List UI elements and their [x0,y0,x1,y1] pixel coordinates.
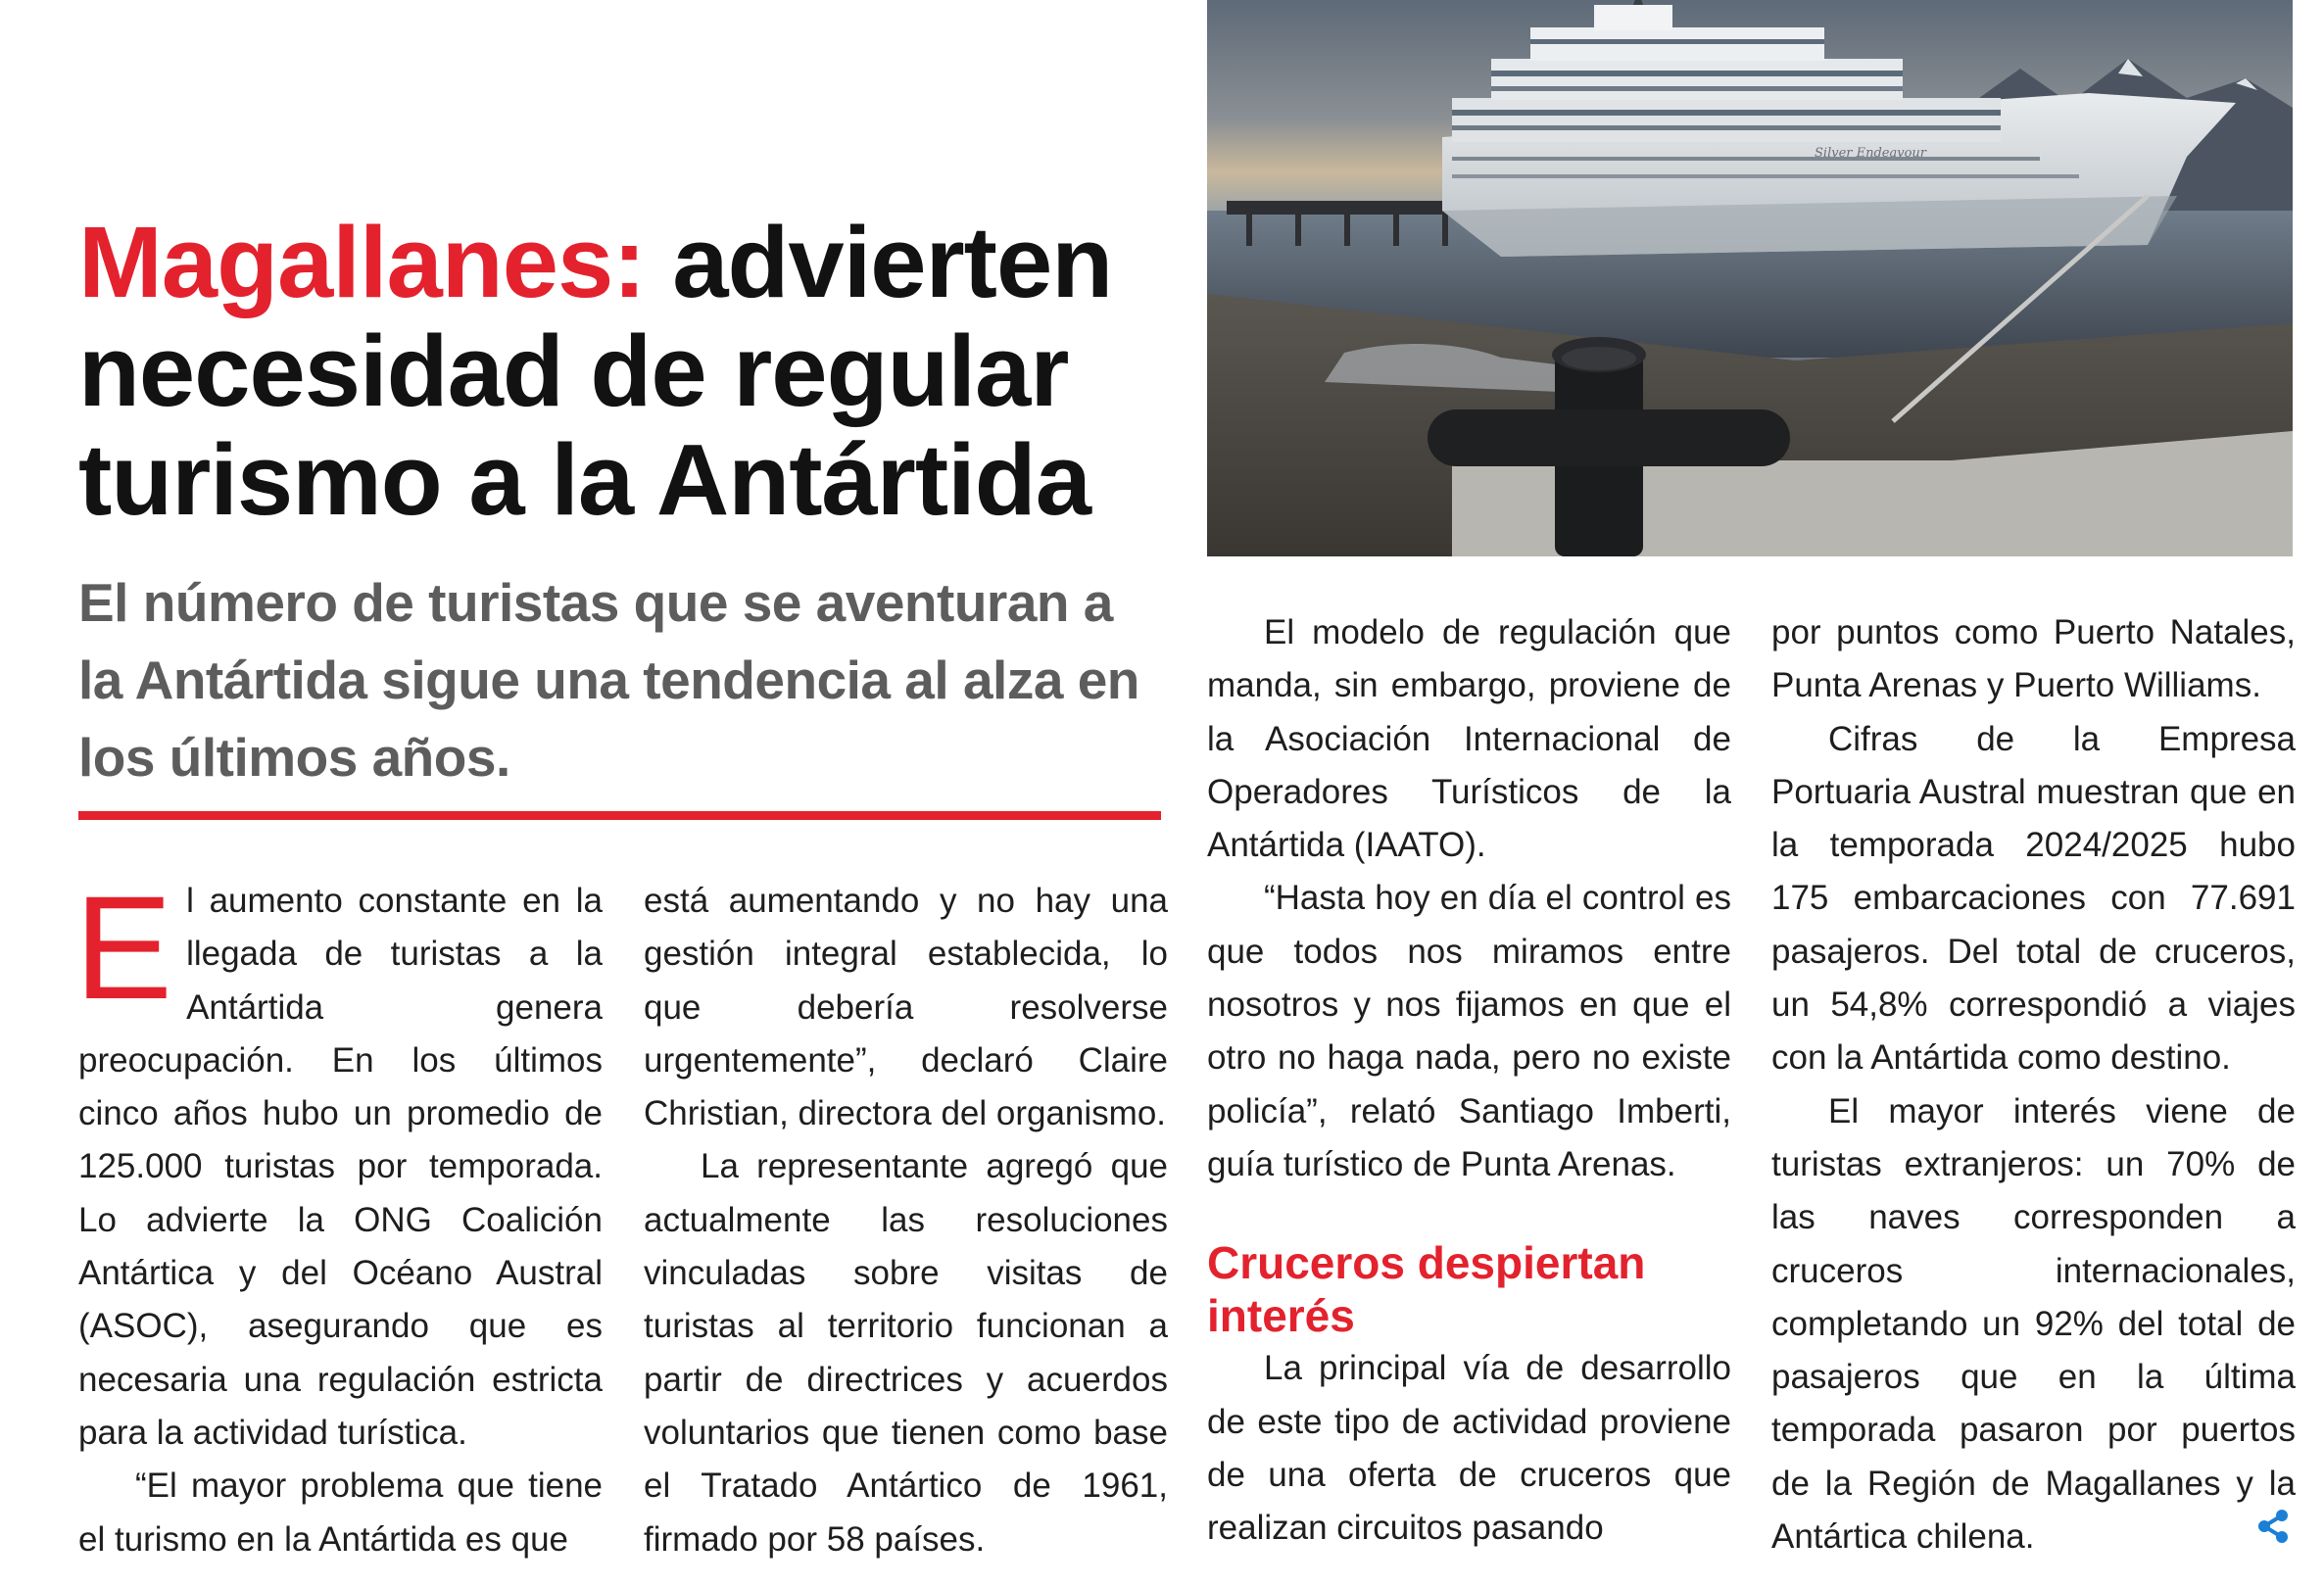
share-icon[interactable] [2253,1507,2293,1546]
body-column-4 [1771,606,2296,1563]
headline [78,208,1176,534]
cruise-ship-photo [1207,0,2293,556]
red-divider [78,811,1161,820]
body-column-2 [644,875,1168,1566]
paragraph: La principal vía de desarrollo de este tipo de actividad proviene de una oferta de cruceros que realizan circuitos pasando [1207,1349,1731,1548]
headline-accent: Magallanes: [78,206,646,318]
paragraph-text: l aumento constante en la llegada de turistas a la Antártida genera preocupación. En los últimos cinco años hubo un promedio de 125.000 turistas por temporada. Lo advierte la ONG Coalición Antártica y del Océano Austral (ASOC), asegurando que es necesaria una regulación estricta para la actividad turística. [78,882,603,1452]
subheadline: El número de turistas que se aventuran a la Antártida sigue una tendencia al alza en los últimos años. [78,572,1139,788]
paragraph: por puntos como Puerto Natales, Punta Arenas y Puerto Williams. [1771,613,2296,705]
section-title: Cruceros despiertan interés [1207,1237,1646,1342]
cruise-ship-illustration [1207,0,2293,556]
paragraph: “El mayor problema que tiene el turismo en la Antártida es que [78,1467,603,1559]
ship-name: Silver Endeavour [1815,146,1926,161]
paragraph: “Hasta hoy en día el control es que todos nos miramos entre nosotros y nos fijamos en que el otro no haga nada, pero no existe policía”, relató Santiago Imberti, guía turístico de Punta Arenas. [1207,879,1731,1183]
paragraph: El mayor interés viene de turistas extranjeros: un 70% de las naves corresponden a cruceros internacionales, completando un 92% del total de pasajeros que en la última temporada pasaron por puertos de la Región de Magallanes y la Antártica chilena. [1771,1091,2296,1557]
body-column-1 [74,865,603,1566]
body-column-3 [1207,606,1731,1555]
paragraph: Cifras de la Empresa Portuaria Austral muestran que en la temporada 2024/2025 hubo 175 embarcaciones con 77.691 pasajeros. Del total de cruceros, un 54,8% correspondió a viajes con la Antártida como destino. [1771,719,2296,1078]
paragraph: El modelo de regulación que manda, sin embargo, proviene de la Asociación Internacional de Operadores Turísticos de la Antártida (IAATO). [1207,613,1731,865]
drop-cap: E [74,865,173,1030]
headline-rest: advierten necesidad de regular turismo a la Antártida [78,206,1113,536]
paragraph [74,865,603,1460]
paragraph: está aumentando y no hay una gestión integral establecida, lo que debería resolverse urgentemente”, declaró Claire Christian, directora del organismo. [644,882,1168,1133]
paragraph: La representante agregó que actualmente las resoluciones vinculadas sobre visitas de turistas al territorio funcionan a partir de directrices y acuerdos voluntarios que tienen como base el Tratado Antártico de 1961, firmado por 58 países. [644,1147,1168,1559]
